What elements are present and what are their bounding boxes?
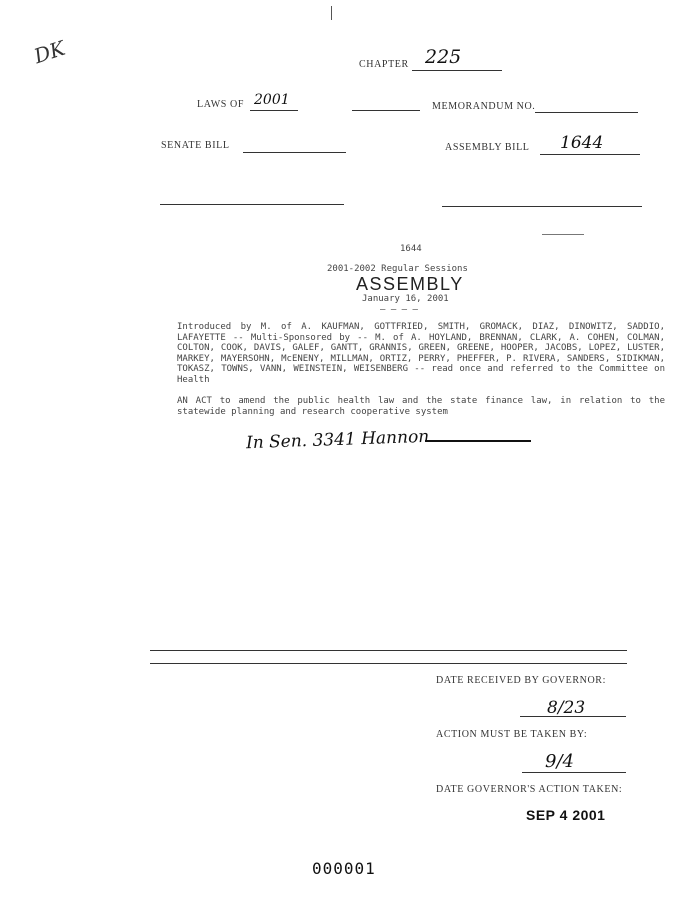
senate-bill-line [243,152,346,153]
bill-house: ASSEMBLY [356,274,464,294]
action-value: 9/4 [545,751,574,772]
scan-mark [331,6,332,20]
rule-2 [150,663,627,664]
handwritten-note: In Sen. 3341 Hannon [245,426,430,454]
bill-sessions: 2001-2002 Regular Sessions [327,264,468,274]
blank-line-right [442,206,642,207]
taken-label: DATE GOVERNOR'S ACTION TAKEN: [436,784,623,795]
act-paragraph: AN ACT to amend the public health law and the state finance law, in relation to the statewide planning and research cooperative system [177,396,665,417]
assembly-bill-label: ASSEMBLY BILL [445,142,530,153]
laws-of-line [250,110,298,111]
bill-number: 1644 [400,244,422,254]
received-value: 8/23 [547,698,586,718]
action-line [522,772,626,773]
bill-date: January 16, 2001 [362,294,449,304]
bill-separator: — — — — [380,305,418,315]
corner-initials: DK [31,35,68,69]
page-number: 000001 [312,859,376,878]
taken-value: SEP 4 2001 [526,807,606,823]
chapter-label: CHAPTER [359,59,409,70]
senate-bill-label: SENATE BILL [161,140,230,151]
memorandum-line [535,112,638,113]
rule-1 [150,650,627,651]
received-label: DATE RECEIVED BY GOVERNOR: [436,675,606,686]
blank-line-small [542,234,584,235]
memorandum-label: MEMORANDUM NO. [432,101,536,112]
laws-of-extra-line [352,110,420,111]
action-label: ACTION MUST BE TAKEN BY: [436,729,588,740]
assembly-bill-value: 1644 [560,133,604,153]
laws-of-label: LAWS OF [197,99,245,110]
assembly-bill-line [540,154,640,155]
handwritten-strike [425,440,531,442]
chapter-value: 225 [425,46,462,68]
laws-of-value: 2001 [254,92,290,108]
chapter-line [412,70,502,71]
received-line [520,716,626,717]
blank-line-left [160,204,344,205]
introduced-paragraph: Introduced by M. of A. KAUFMAN, GOTTFRIED, SMITH, GROMACK, DIAZ, DINOWITZ, SADDIO, LAFAYETTE -- Multi-Sponsored by -- M. of A. HOYLAND, BRENNAN, CLARK, A. COHEN, COLMAN, COLTON, COOK, DAVIS, GALEF, GANTT, GRANNIS, GREEN, GREENE, HOOPER, JACOBS, LOPEZ, LUSTER, MARKEY, MAYERSOHN, McENENY, MILLMAN, ORTIZ, PERRY, PHEFFER, P. RIVERA, SANDERS, SIDIKMAN, TOKASZ, TOWNS, VANN, WEINSTEIN, WEISENBERG -- read once and referred to the Committee on Health [177,322,665,385]
